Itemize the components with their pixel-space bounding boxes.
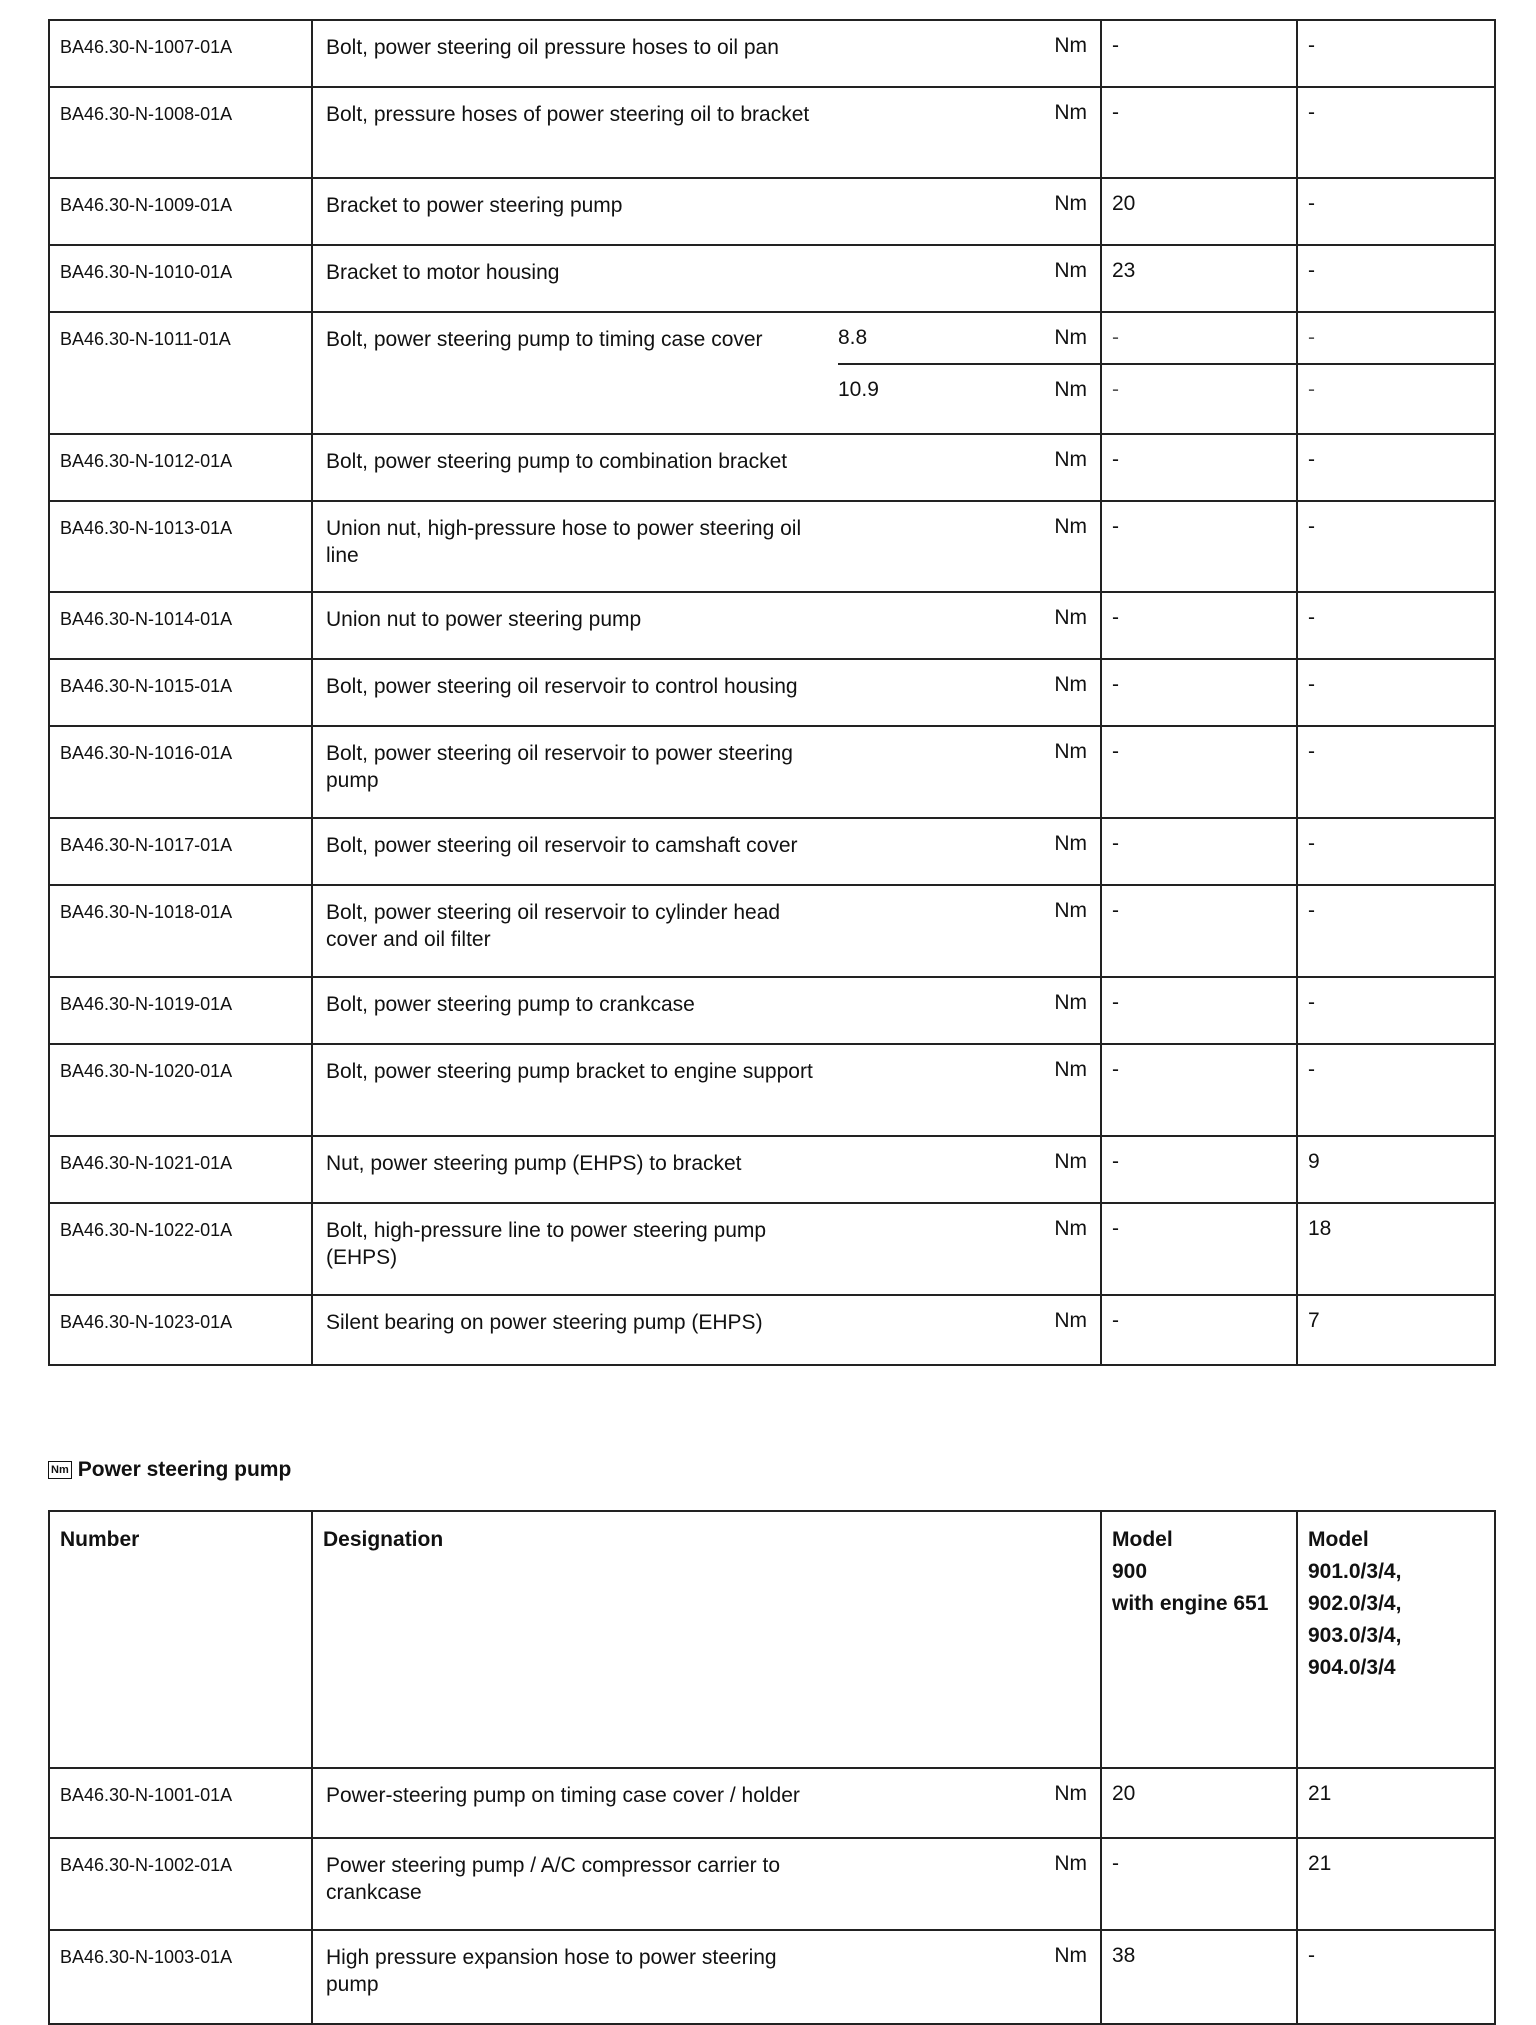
header-line: with engine 651	[1112, 1592, 1269, 1615]
value-model-b: -	[1297, 178, 1495, 245]
unit: Nm	[1054, 1309, 1087, 1332]
designation-cell	[312, 501, 1101, 592]
designation-text: Bracket to motor housing	[326, 261, 560, 284]
value-model-b: -	[1297, 977, 1495, 1044]
table-row	[49, 1838, 1495, 1930]
part-number: BA46.30-N-1018-01A	[49, 885, 312, 977]
designation-text: Bolt, power steering oil pressure hoses to oil pan	[326, 36, 779, 59]
power-steering-pump-table	[48, 1510, 1496, 2025]
designation-content	[326, 448, 1100, 475]
designation-content	[326, 991, 1100, 1018]
designation-cell	[312, 1044, 1101, 1136]
value-model-a: -	[1101, 977, 1297, 1044]
value-model-a: -	[1101, 434, 1297, 501]
part-number: BA46.30-N-1014-01A	[49, 592, 312, 659]
grade-value: -	[1308, 378, 1315, 401]
designation-text: Bolt, power steering pump to timing case cover	[326, 328, 763, 351]
grade-value: -	[1102, 313, 1296, 365]
unit: Nm	[1054, 259, 1087, 282]
designation-text: Bolt, power steering pump to combination bracket	[326, 450, 788, 473]
header-designation: Designation	[312, 1511, 1101, 1768]
part-number: BA46.30-N-1017-01A	[49, 818, 312, 885]
value-model-b: 9	[1297, 1136, 1495, 1203]
value-model-a	[1101, 312, 1297, 434]
table-row	[49, 885, 1495, 977]
designation-text: Bracket to power steering pump	[326, 194, 623, 217]
value-model-a: -	[1101, 87, 1297, 178]
designation-cell	[312, 87, 1101, 178]
unit: Nm	[1054, 448, 1087, 471]
table-row	[49, 1044, 1495, 1136]
table-header-row	[49, 1511, 1495, 1768]
designation-text: Bolt, high-pressure line to power steering pump (EHPS)	[326, 1219, 767, 1269]
value-model-a: 20	[1101, 178, 1297, 245]
unit: Nm	[1054, 1150, 1087, 1173]
torque-table-continued	[48, 19, 1496, 1366]
designation-content	[326, 34, 1100, 61]
unit: Nm	[1054, 192, 1087, 215]
designation-content	[326, 1058, 1100, 1085]
value-model-b: -	[1297, 885, 1495, 977]
header-line: 901.0/3/4,	[1308, 1560, 1402, 1583]
unit: Nm	[1054, 34, 1087, 57]
torque-nm-icon: Nm	[48, 1461, 72, 1479]
header-model-901-904	[1297, 1511, 1495, 1768]
designation-content	[326, 673, 1100, 700]
part-number: BA46.30-N-1009-01A	[49, 178, 312, 245]
value-model-a: -	[1101, 1295, 1297, 1365]
designation-cell	[312, 818, 1101, 885]
value-model-a: 38	[1101, 1930, 1297, 2024]
unit: Nm	[1054, 740, 1087, 763]
table-row	[49, 312, 1495, 434]
designation-content	[326, 1150, 1100, 1177]
value-model-a: -	[1101, 1203, 1297, 1295]
table-row	[49, 726, 1495, 818]
designation-content	[326, 1944, 1100, 1998]
grade-line	[838, 365, 1100, 433]
part-number: BA46.30-N-1015-01A	[49, 659, 312, 726]
designation-text: Bolt, power steering pump bracket to engine support	[326, 1060, 813, 1083]
designation-content	[326, 259, 1100, 286]
value-model-b: 18	[1297, 1203, 1495, 1295]
part-number: BA46.30-N-1021-01A	[49, 1136, 312, 1203]
designation-cell	[312, 1295, 1101, 1365]
table-row	[49, 245, 1495, 312]
unit: Nm	[1054, 899, 1087, 922]
part-number: BA46.30-N-1013-01A	[49, 501, 312, 592]
section-title-text: Power steering pump	[77, 1458, 292, 1481]
part-number: BA46.30-N-1016-01A	[49, 726, 312, 818]
designation-text: Bolt, power steering pump to crankcase	[326, 993, 695, 1016]
part-number: BA46.30-N-1012-01A	[49, 434, 312, 501]
unit: Nm	[1054, 1852, 1087, 1875]
designation-cell	[312, 1768, 1101, 1838]
value-model-a: -	[1101, 1044, 1297, 1136]
part-number: BA46.30-N-1007-01A	[49, 20, 312, 87]
designation-text: Union nut, high-pressure hose to power steering oil line	[326, 517, 802, 567]
grade-value: -	[1298, 313, 1494, 365]
part-number: BA46.30-N-1020-01A	[49, 1044, 312, 1136]
designation-cell	[312, 726, 1101, 818]
value-model-a: -	[1101, 1136, 1297, 1203]
table-row	[49, 87, 1495, 178]
value-model-b: -	[1297, 20, 1495, 87]
section-title	[48, 1458, 291, 1482]
designation-content	[326, 515, 1100, 569]
table-row	[49, 592, 1495, 659]
table-row	[49, 501, 1495, 592]
unit: Nm	[1054, 606, 1087, 629]
designation-text: Bolt, power steering oil reservoir to power steering pump	[326, 742, 793, 792]
header-number: Number	[49, 1511, 312, 1768]
value-model-b: -	[1297, 659, 1495, 726]
designation-text: Bolt, pressure hoses of power steering oil to bracket	[326, 103, 810, 126]
header-line: 900	[1112, 1560, 1148, 1583]
value-model-a: -	[1101, 1838, 1297, 1930]
value-model-b: -	[1297, 818, 1495, 885]
designation-text: Bolt, power steering oil reservoir to camshaft cover	[326, 834, 798, 857]
unit: Nm	[1054, 515, 1087, 538]
bolt-grade: 8.8	[838, 326, 868, 349]
value-model-b: 7	[1297, 1295, 1495, 1365]
unit: Nm	[1054, 1782, 1087, 1805]
designation-content	[326, 1852, 1100, 1906]
designation-cell	[312, 592, 1101, 659]
value-model-b: 21	[1297, 1838, 1495, 1930]
value-model-a: -	[1101, 818, 1297, 885]
designation-cell	[312, 1838, 1101, 1930]
value-model-b	[1297, 312, 1495, 434]
grade-line	[838, 313, 1100, 365]
value-model-b: -	[1297, 434, 1495, 501]
table-row	[49, 1768, 1495, 1838]
value-model-a: -	[1101, 592, 1297, 659]
unit: Nm	[1054, 832, 1087, 855]
unit: Nm	[1054, 1944, 1087, 1967]
header-line: 904.0/3/4	[1308, 1656, 1396, 1679]
part-number: BA46.30-N-1023-01A	[49, 1295, 312, 1365]
part-number: BA46.30-N-1002-01A	[49, 1838, 312, 1930]
designation-text: Power-steering pump on timing case cover / holder	[326, 1784, 800, 1807]
value-model-a: 20	[1101, 1768, 1297, 1838]
value-model-b: 21	[1297, 1768, 1495, 1838]
unit: Nm	[1054, 326, 1087, 349]
value-model-a: -	[1101, 885, 1297, 977]
value-model-a: 23	[1101, 245, 1297, 312]
table-row	[49, 20, 1495, 87]
value-model-b: -	[1297, 726, 1495, 818]
unit: Nm	[1054, 378, 1087, 401]
header-model-900	[1101, 1511, 1297, 1768]
unit: Nm	[1054, 991, 1087, 1014]
designation-content	[326, 1309, 1100, 1336]
part-number: BA46.30-N-1001-01A	[49, 1768, 312, 1838]
designation-cell	[312, 312, 1101, 434]
designation-cell	[312, 178, 1101, 245]
grade-block	[838, 313, 1100, 433]
designation-cell	[312, 1136, 1101, 1203]
value-model-a: -	[1101, 501, 1297, 592]
designation-text: Bolt, power steering oil reservoir to control housing	[326, 675, 798, 698]
header-line: 903.0/3/4,	[1308, 1624, 1402, 1647]
value-model-b: -	[1297, 87, 1495, 178]
table-row	[49, 1136, 1495, 1203]
value-model-a: -	[1101, 659, 1297, 726]
part-number: BA46.30-N-1019-01A	[49, 977, 312, 1044]
part-number: BA46.30-N-1003-01A	[49, 1930, 312, 2024]
table-row	[49, 818, 1495, 885]
table-row	[49, 178, 1495, 245]
designation-text: Bolt, power steering oil reservoir to cylinder head cover and oil filter	[326, 901, 781, 951]
designation-text: High pressure expansion hose to power steering pump	[326, 1946, 777, 1996]
designation-content	[326, 606, 1100, 633]
table-row	[49, 434, 1495, 501]
header-line: Model	[1308, 1528, 1369, 1551]
value-model-b: -	[1297, 592, 1495, 659]
grade-value: -	[1112, 378, 1119, 401]
part-number: BA46.30-N-1011-01A	[49, 312, 312, 434]
designation-content	[326, 899, 1100, 953]
unit: Nm	[1054, 673, 1087, 696]
unit: Nm	[1054, 1217, 1087, 1240]
part-number: BA46.30-N-1010-01A	[49, 245, 312, 312]
value-model-a: -	[1101, 20, 1297, 87]
table-row	[49, 977, 1495, 1044]
designation-content	[326, 1217, 1100, 1271]
designation-cell	[312, 1203, 1101, 1295]
designation-text: Power steering pump / A/C compressor carrier to crankcase	[326, 1854, 781, 1904]
designation-text: Silent bearing on power steering pump (EHPS)	[326, 1311, 763, 1334]
designation-cell	[312, 659, 1101, 726]
value-model-a: -	[1101, 726, 1297, 818]
header-line: 902.0/3/4,	[1308, 1592, 1402, 1615]
designation-cell	[312, 20, 1101, 87]
designation-cell	[312, 885, 1101, 977]
value-model-b: -	[1297, 1044, 1495, 1136]
designation-content	[326, 101, 1100, 128]
unit: Nm	[1054, 101, 1087, 124]
bolt-grade: 10.9	[838, 378, 879, 401]
header-line: Model	[1112, 1528, 1173, 1551]
designation-content	[326, 1782, 1100, 1809]
part-number: BA46.30-N-1022-01A	[49, 1203, 312, 1295]
table-row	[49, 1295, 1495, 1365]
value-model-b: -	[1297, 1930, 1495, 2024]
designation-text: Nut, power steering pump (EHPS) to bracket	[326, 1152, 742, 1175]
table-row	[49, 659, 1495, 726]
designation-content	[326, 192, 1100, 219]
value-model-b: -	[1297, 501, 1495, 592]
table-row	[49, 1203, 1495, 1295]
designation-text: Union nut to power steering pump	[326, 608, 642, 631]
unit: Nm	[1054, 1058, 1087, 1081]
value-model-b: -	[1297, 245, 1495, 312]
designation-content	[326, 740, 1100, 794]
designation-cell	[312, 434, 1101, 501]
designation-cell	[312, 977, 1101, 1044]
part-number: BA46.30-N-1008-01A	[49, 87, 312, 178]
designation-cell	[312, 245, 1101, 312]
designation-content	[326, 832, 1100, 859]
